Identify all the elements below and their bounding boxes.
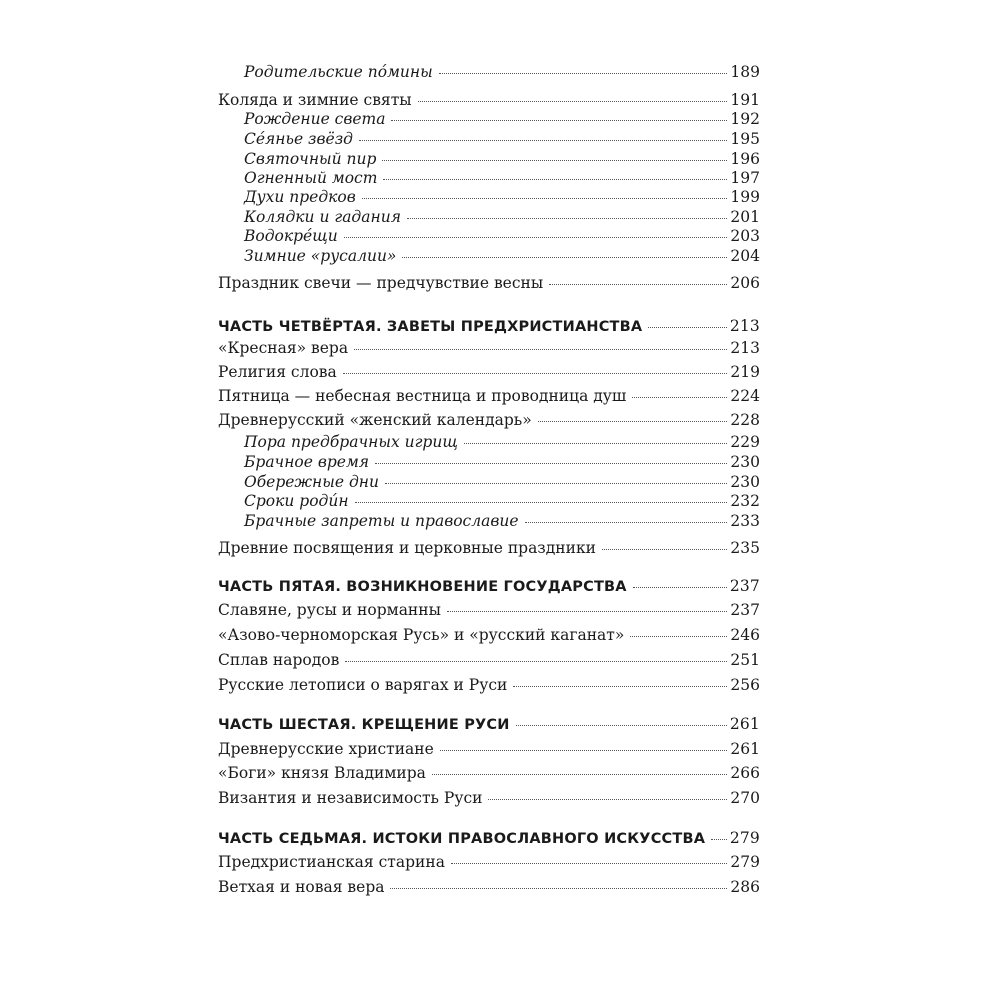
toc-entry-title: Сплав народов [218,651,340,669]
toc-entry-title: Зимние «русалии» [244,247,397,265]
toc-chapter-entry [218,600,760,620]
toc-page-number: 270 [730,789,760,807]
toc-subsection-entry [244,491,760,511]
toc-page-number: 279 [729,829,760,847]
toc-entry-title: Русские летописи о варягах и Руси [218,676,508,694]
toc-subsection-entry [244,129,760,149]
toc-entry-title: Пятница — небесная вестница и проводница душ [218,387,627,405]
dot-leader [447,611,727,612]
toc-page-number: 233 [730,512,760,530]
dot-leader [345,661,727,662]
dot-leader [464,443,728,444]
toc-page-number: 261 [729,715,760,733]
toc-part-entry [218,714,760,735]
toc-subsection-entry [244,452,760,472]
dot-leader [343,373,728,374]
toc-page-number: 230 [730,453,760,471]
toc-subsection-entry [244,226,760,246]
toc-page-number: 224 [730,387,760,405]
toc-chapter-entry [218,739,760,759]
dot-leader [451,863,727,864]
toc-entry-title: Религия слова [218,363,337,381]
dot-leader [391,120,727,121]
toc-chapter-entry [218,788,760,808]
toc-entry-title: Водокре́щи [244,227,338,245]
toc-page-number: 197 [730,169,760,187]
toc-subsection-entry [244,246,760,266]
toc-entry-title: «Боги» князя Владимира [218,764,426,782]
dot-leader [439,73,728,74]
toc-entry-title: ЧАСТЬ ПЯТАЯ. ВОЗНИКНОВЕНИЕ ГОСУДАРСТВА [218,579,627,595]
dot-leader [385,483,727,484]
dot-leader [382,160,727,161]
toc-entry-title: Се́янье звёзд [244,130,353,148]
toc-chapter-entry [218,90,760,110]
toc-subsection-entry [244,168,760,188]
dot-leader [407,218,727,219]
toc-entry-title: Святочный пир [244,150,377,168]
toc-page-number: 251 [730,651,760,669]
toc-entry-title: Брачные запреты и православие [244,512,519,530]
toc-page-number: 213 [729,317,760,335]
toc-page-number: 213 [730,339,760,357]
toc-page-number: 235 [730,539,760,557]
toc-page-number: 237 [730,601,760,619]
toc-chapter-entry [218,877,760,897]
toc-entry-title: Сроки роди́н [244,492,349,510]
toc-page-number: 230 [730,473,760,491]
toc-page-number: 279 [730,853,760,871]
toc-page-number: 206 [730,274,760,292]
toc-page-number: 266 [730,764,760,782]
dot-leader [630,636,727,637]
toc-subsection-entry [244,432,760,452]
toc-page-number: 189 [730,63,760,81]
toc-subsection-entry [244,62,760,82]
toc-entry-title: Колядки и гадания [244,208,401,226]
dot-leader [344,237,728,238]
toc-part-entry [218,316,760,337]
toc-subsection-entry [244,187,760,207]
toc-entry-title: Ветхая и новая вера [218,878,385,896]
dot-leader [432,774,727,775]
toc-chapter-entry [218,852,760,872]
toc-entry-title: Древнерусский «женский календарь» [218,411,532,429]
dot-leader [525,522,728,523]
toc-chapter-entry [218,675,760,695]
toc-entry-title: Огненный мост [244,169,378,187]
toc-page-number: 201 [730,208,760,226]
dot-leader [632,397,727,398]
toc-page-number: 203 [730,227,760,245]
toc-subsection-entry [244,511,760,531]
dot-leader [375,463,727,464]
toc-chapter-entry [218,273,760,293]
toc-entry-title: Брачное время [244,453,370,471]
toc-entry-title: Пора предбрачных игрищ [244,433,458,451]
toc-chapter-entry [218,338,760,358]
toc-entry-title: Древнерусские христиане [218,740,434,758]
toc-entry-title: Коляда и зимние святы [218,91,412,109]
toc-entry-title: Духи предков [244,188,356,206]
toc-entry-title: Праздник свечи — предчувствие весны [218,274,544,292]
toc-subsection-entry [244,149,760,169]
toc-part-entry [218,576,760,597]
toc-entry-title: Обережные дни [244,473,380,491]
toc-chapter-entry [218,386,760,406]
toc-entry-title: Предхристианская старина [218,853,445,871]
toc-subsection-entry [244,472,760,492]
toc-chapter-entry [218,362,760,382]
toc-entry-title: Славяне, русы и норманны [218,601,441,619]
toc-entry-title: Византия и независимость Руси [218,789,483,807]
toc-chapter-entry [218,538,760,558]
dot-leader [383,179,727,180]
dot-leader [440,750,728,751]
dot-leader [362,198,728,199]
dot-leader [633,587,727,588]
toc-chapter-entry [218,650,760,670]
dot-leader [359,140,727,141]
toc-page-number: 195 [730,130,760,148]
toc-subsection-entry [244,109,760,129]
toc-chapter-entry [218,410,760,430]
toc-entry-title: ЧАСТЬ ЧЕТВЁРТАЯ. ЗАВЕТЫ ПРЕДХРИСТИАНСТВА [218,319,643,335]
dot-leader [355,502,728,503]
toc-page-number: 204 [730,247,760,265]
toc-subsection-entry [244,207,760,227]
dot-leader [390,888,727,889]
toc-page-number: 228 [730,411,760,429]
dot-leader [513,686,727,687]
toc-page-number: 232 [730,492,760,510]
toc-part-entry [218,828,760,849]
toc-page-number: 256 [730,676,760,694]
toc-page-number: 229 [730,433,760,451]
dot-leader [538,421,728,422]
toc-page-number: 196 [730,150,760,168]
toc-entry-title: Древние посвящения и церковные праздники [218,539,596,557]
dot-leader [402,257,727,258]
toc-page-number: 199 [730,188,760,206]
toc-page-number: 286 [730,878,760,896]
toc-entry-title: «Азово-черноморская Русь» и «русский каганат» [218,626,625,644]
toc-entry-title: «Кресная» вера [218,339,349,357]
toc-entry-title: ЧАСТЬ СЕДЬМАЯ. ИСТОКИ ПРАВОСЛАВНОГО ИСКУССТВА [218,831,706,847]
toc-chapter-entry [218,625,760,645]
toc-entry-title: Рождение света [244,110,386,128]
toc-entry-title: ЧАСТЬ ШЕСТАЯ. КРЕЩЕНИЕ РУСИ [218,717,510,733]
dot-leader [418,101,728,102]
toc-page-number: 219 [730,363,760,381]
toc-entry-title: Родительские по́мины [244,63,433,81]
toc-page-number: 192 [730,110,760,128]
toc-page-number: 237 [729,577,760,595]
dot-leader [354,349,727,350]
toc-page-number: 246 [730,626,760,644]
toc-page-number: 261 [730,740,760,758]
dot-leader [488,799,727,800]
dot-leader [516,725,727,726]
dot-leader [549,284,727,285]
dot-leader [711,839,727,840]
dot-leader [648,327,727,328]
toc-page-number: 191 [730,91,760,109]
dot-leader [602,549,727,550]
toc-chapter-entry [218,763,760,783]
